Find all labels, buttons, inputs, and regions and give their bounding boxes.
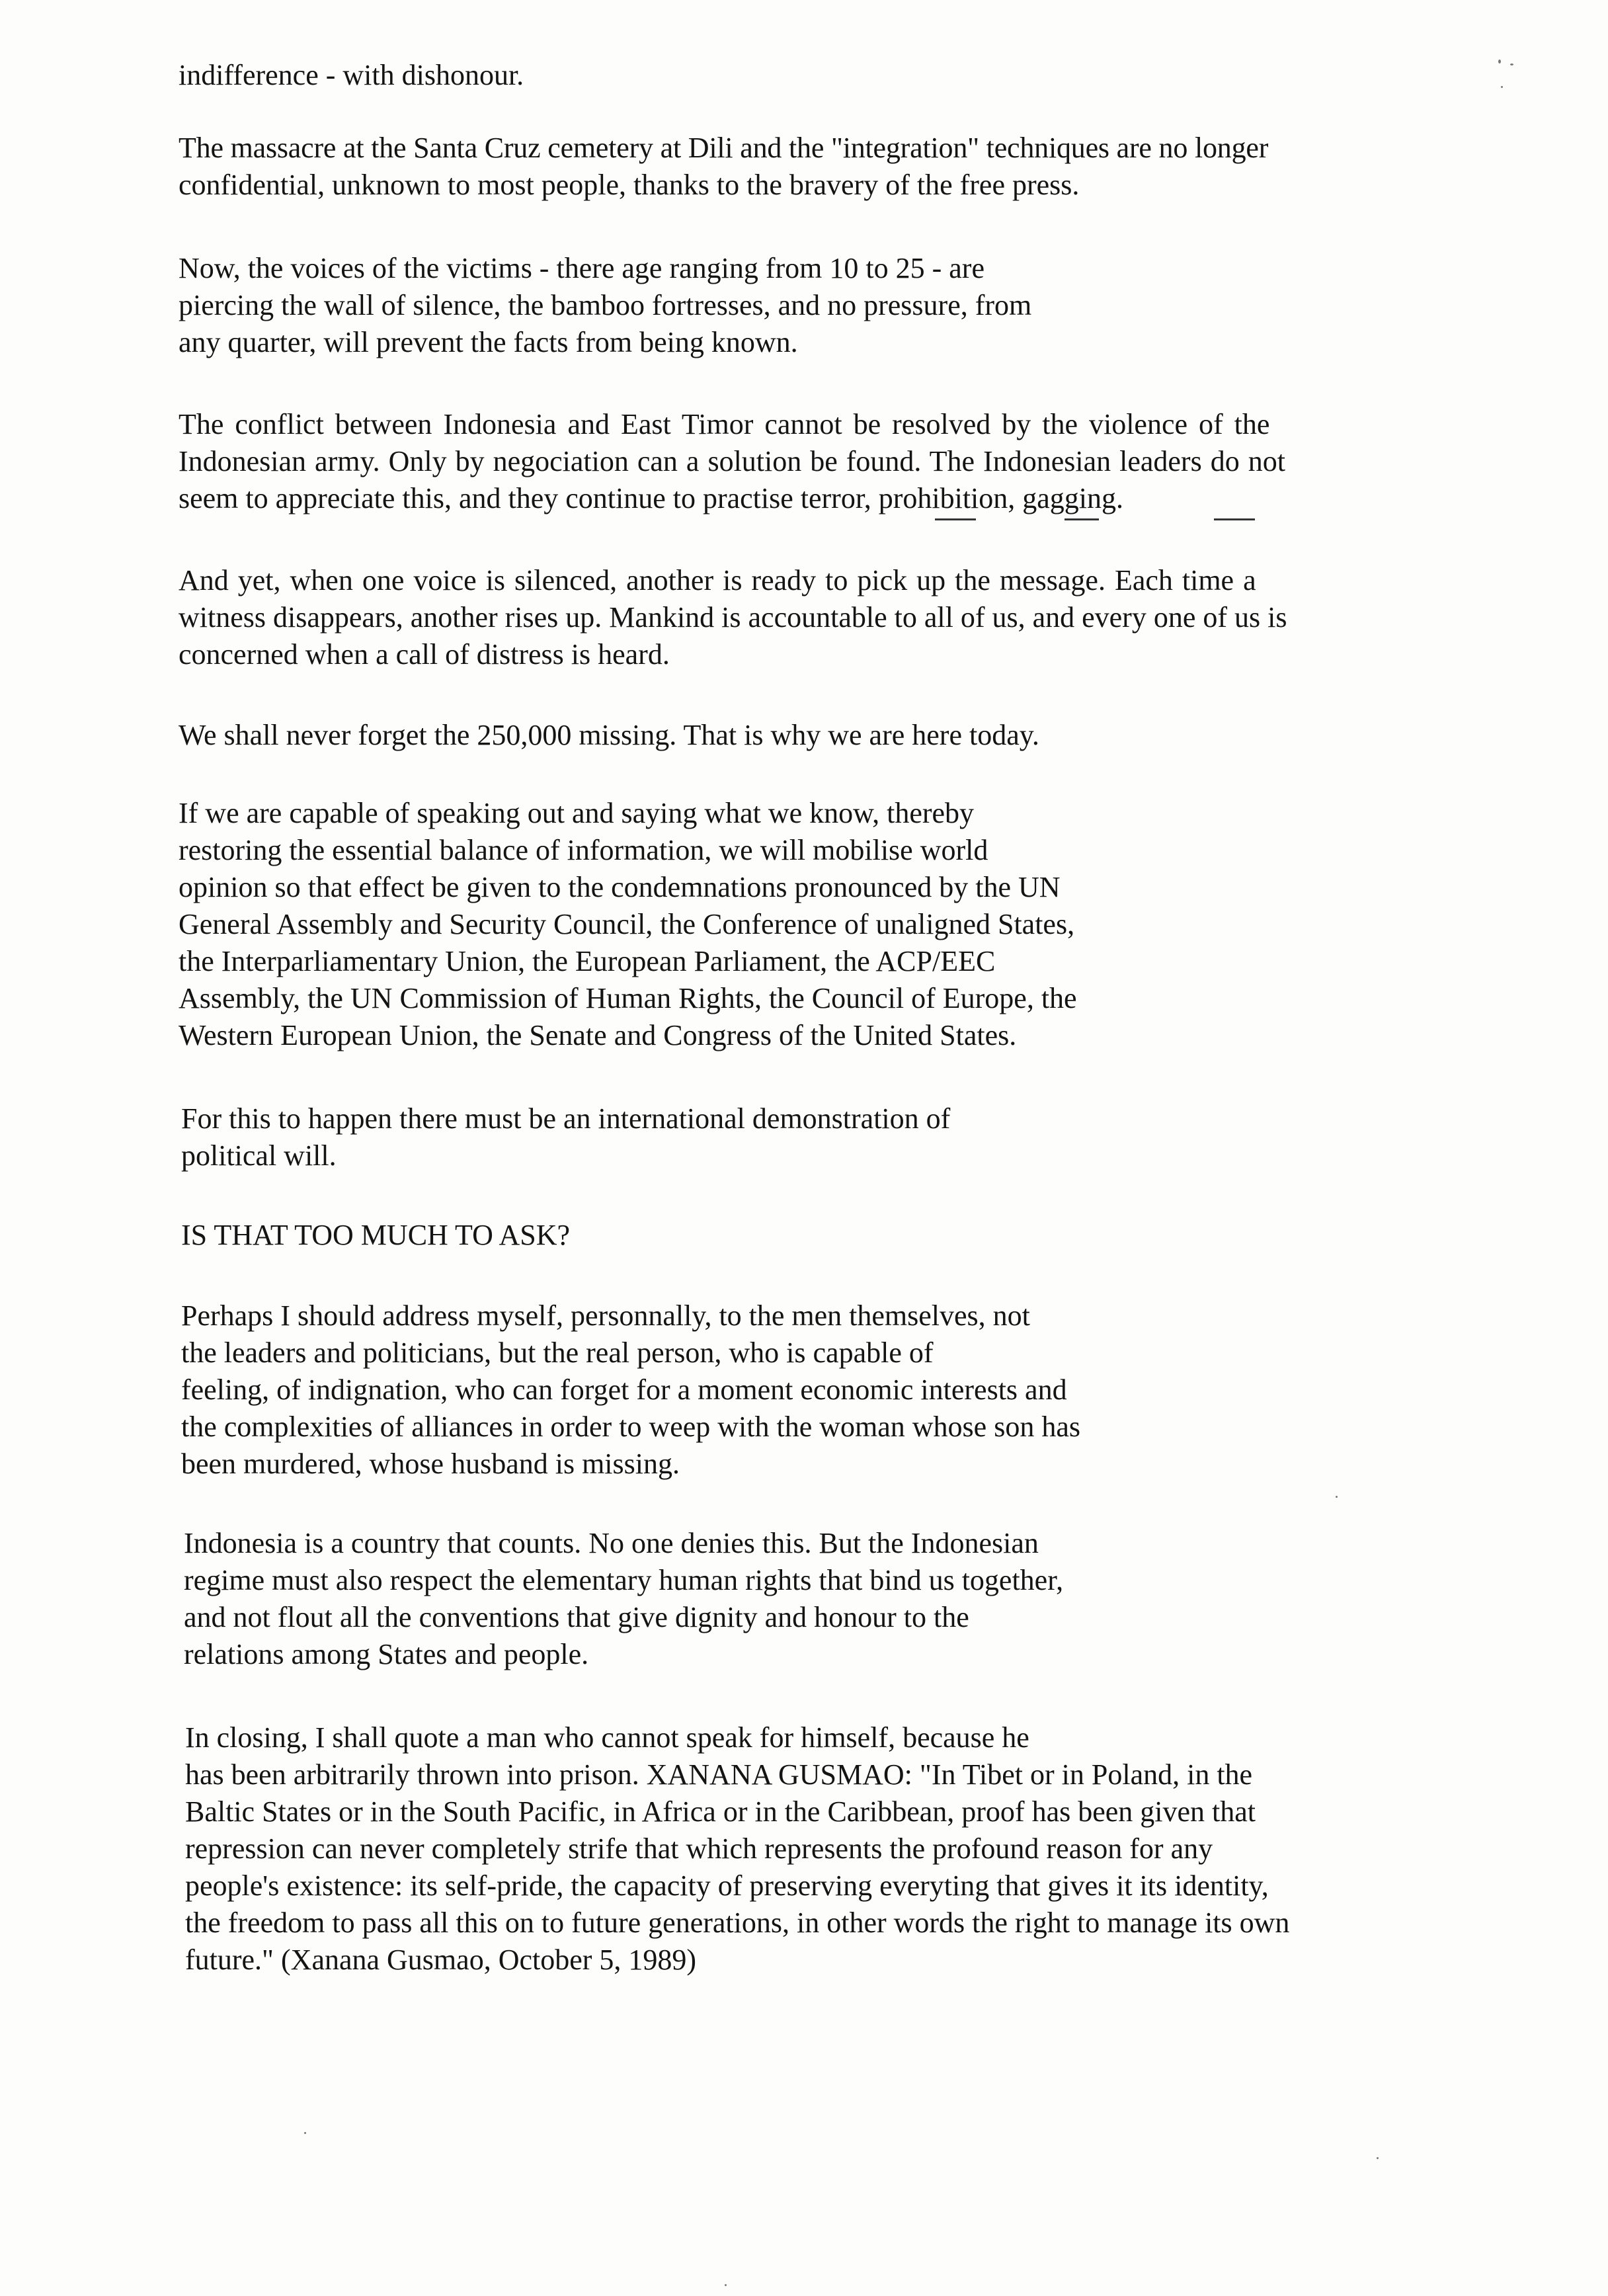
- underline-mark: [935, 518, 976, 520]
- text-line: Now, the voices of the victims - there age ranging from 10 to 25 - are: [179, 252, 985, 284]
- text-line: We shall never forget the 250,000 missing. That is why we are here today.: [179, 719, 1039, 751]
- text-line: The conflict between Indonesia and East Timor cannot be resolved by the violence of the: [179, 408, 1270, 440]
- text-line: IS THAT TOO MUCH TO ASK?: [181, 1219, 571, 1251]
- text-line: If we are capable of speaking out and saying what we know, thereby: [179, 797, 975, 829]
- scan-speck: [304, 2132, 306, 2134]
- text-line: opinion so that effect be given to the condemnations pronounced by the UN: [179, 871, 1061, 903]
- text-line: piercing the wall of silence, the bamboo fortresses, and no pressure, from: [179, 289, 1032, 321]
- text-line: Indonesian army. Only by negociation can a solution be found. The Indonesian leaders do not: [179, 445, 1285, 477]
- scan-speck: [1336, 1496, 1338, 1498]
- text-line: the complexities of alliances in order to weep with the woman whose son has: [181, 1411, 1080, 1443]
- text-line: Perhaps I should address myself, personnally, to the men themselves, not: [181, 1299, 1030, 1332]
- text-line: Assembly, the UN Commission of Human Rights, the Council of Europe, the: [179, 982, 1077, 1014]
- text-line: repression can never completely strife that which represents the profound reason for any: [185, 1832, 1213, 1865]
- scan-speck: [1501, 86, 1503, 88]
- text-line: been murdered, whose husband is missing.: [181, 1448, 680, 1480]
- text-line: In closing, I shall quote a man who cannot speak for himself, because he: [185, 1721, 1029, 1754]
- text-line: relations among States and people.: [184, 1638, 589, 1670]
- text-line: General Assembly and Security Council, the Conference of unaligned States,: [179, 908, 1075, 940]
- scan-speck: [725, 2284, 727, 2286]
- text-line: people's existence: its self-pride, the capacity of preserving everyting that gives it its identity,: [185, 1869, 1269, 1902]
- text-line: The massacre at the Santa Cruz cemetery at Dili and the "integration" techniques are no longer: [179, 132, 1269, 164]
- text-line: Baltic States or in the South Pacific, in Africa or in the Caribbean, proof has been given that: [185, 1795, 1256, 1828]
- text-line: indifference - with dishonour.: [179, 59, 524, 91]
- scan-speck: [1377, 2157, 1379, 2159]
- text-line: has been arbitrarily thrown into prison. XANANA GUSMAO: "In Tibet or in Poland, in the: [185, 1758, 1253, 1791]
- text-line: the leaders and politicians, but the real person, who is capable of: [181, 1336, 934, 1369]
- text-line: Indonesia is a country that counts. No one denies this. But the Indonesian: [184, 1527, 1039, 1559]
- text-line: witness disappears, another rises up. Mankind is accountable to all of us, and every one of us is: [179, 601, 1287, 634]
- text-line: the freedom to pass all this on to future generations, in other words the right to manage its own: [185, 1906, 1290, 1939]
- text-line: any quarter, will prevent the facts from being known.: [179, 326, 798, 358]
- text-line: concerned when a call of distress is heard.: [179, 638, 670, 671]
- text-line: Western European Union, the Senate and Congress of the United States.: [179, 1019, 1017, 1051]
- text-line: seem to appreciate this, and they continue to practise terror, prohibition, gagging.: [179, 482, 1124, 514]
- underline-mark: [1065, 518, 1099, 520]
- text-line: regime must also respect the elementary human rights that bind us together,: [184, 1564, 1064, 1596]
- scan-speck: [1498, 60, 1501, 63]
- text-line: restoring the essential balance of information, we will mobilise world: [179, 834, 988, 866]
- scan-speck: [1510, 63, 1513, 65]
- text-line: confidential, unknown to most people, thanks to the bravery of the free press.: [179, 169, 1080, 201]
- text-line: the Interparliamentary Union, the European Parliament, the ACP/EEC: [179, 945, 996, 977]
- underline-mark: [1214, 518, 1255, 520]
- text-line: feeling, of indignation, who can forget for a moment economic interests and: [181, 1374, 1067, 1406]
- text-line: And yet, when one voice is silenced, another is ready to pick up the message. Each time a: [179, 564, 1256, 596]
- text-line: and not flout all the conventions that give dignity and honour to the: [184, 1601, 969, 1633]
- text-line: political will.: [181, 1139, 337, 1172]
- text-line: future." (Xanana Gusmao, October 5, 1989): [185, 1944, 697, 1976]
- text-line: For this to happen there must be an international demonstration of: [181, 1102, 951, 1135]
